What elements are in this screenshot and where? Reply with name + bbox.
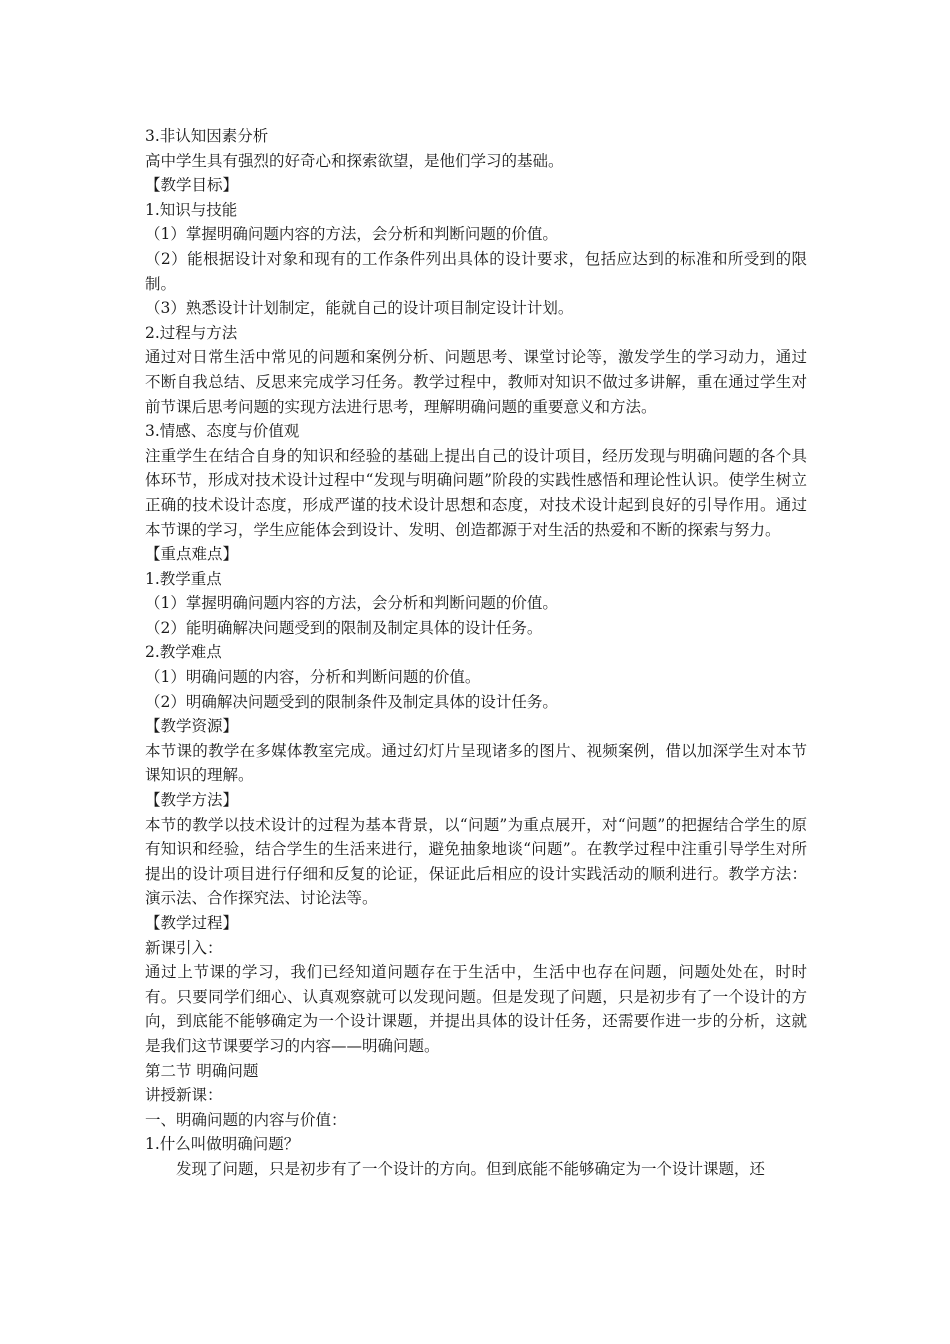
list-item-goal-2: （2）能根据设计对象和现有的工作条件列出具体的设计要求，包括应达到的标准和所受到的限制。 bbox=[145, 249, 807, 293]
section-heading-key-difficult-points: 【重点难点】 bbox=[145, 545, 239, 564]
paragraph-teaching-methods: 本节的教学以技术设计的过程为基本背景，以“问题”为重点展开，对“问题”的把握结合学生的原有知识和经验，结合学生的生活来进行，避免抽象地谈“问题”。在教学过程中注重引导学生对所提出的设计项目进行仔细和反复的论证，保证此后相应的设计实践活动的顺利进行。教学方法：演示法、合作探究法、讨论法等。 bbox=[145, 815, 807, 908]
list-item-goal-1: （1）掌握明确问题内容的方法，会分析和判断问题的价值。 bbox=[145, 225, 558, 244]
question-what-is-define-problem: 1.什么叫做明确问题？ bbox=[145, 1135, 300, 1154]
section-heading-teaching-goals: 【教学目标】 bbox=[145, 176, 239, 195]
heading-non-cognitive-analysis: 3.非认知因素分析 bbox=[145, 127, 269, 145]
paragraph-curiosity: 高中学生具有强烈的好奇心和探索欲望，是他们学习的基础。 bbox=[145, 151, 564, 170]
subheading-teaching-difficulty: 2.教学难点 bbox=[145, 643, 222, 662]
list-item-focus-1: （1）掌握明确问题内容的方法，会分析和判断问题的价值。 bbox=[145, 594, 558, 613]
subheading-process-methods: 2.过程与方法 bbox=[145, 323, 238, 342]
subheading-new-lesson: 讲授新课： bbox=[145, 1086, 223, 1105]
document-body bbox=[145, 124, 807, 1182]
paragraph-emotion-values: 注重学生在结合自身的知识和经验的基础上提出自己的设计项目，经历发现与明确问题的各个具体环节，形成对技术设计过程中“发现与明确问题”阶段的实践性感悟和理论性认识。使学生树立正确的技术设计态度，形成严谨的技术设计思想和态度，对技术设计起到良好的引导作用。通过本节课的学习，学生应能体会到设计、发明、创造都源于对生活的热爱和不断的探索与努力。 bbox=[145, 446, 807, 539]
paragraph-lesson-intro: 通过上节课的学习，我们已经知道问题存在于生活中，生活中也存在问题，问题处处在，时时有。只要同学们细心、认真观察就可以发现问题。但是发现了问题，只是初步有了一个设计的方向，到底能不能够确定为一个设计课题，并提出具体的设计任务，还需要作进一步的分析，这就是我们这节课要学习的内容——明确问题。 bbox=[145, 963, 807, 1055]
section-heading-teaching-methods: 【教学方法】 bbox=[145, 791, 239, 810]
list-item-difficulty-2: （2）明确解决问题受到的限制条件及制定具体的设计任务。 bbox=[145, 692, 558, 711]
section-heading-teaching-resources: 【教学资源】 bbox=[145, 717, 239, 736]
section-heading-teaching-process: 【教学过程】 bbox=[145, 914, 239, 932]
subheading-knowledge-skills: 1.知识与技能 bbox=[145, 200, 238, 219]
subheading-teaching-focus: 1.教学重点 bbox=[145, 569, 222, 588]
paragraph-process-methods: 通过对日常生活中常见的问题和案例分析、问题思考、课堂讨论等，激发学生的学习动力，通过不断自我总结、反思来完成学习任务。教学过程中，教师对知识不做过多讲解，重在通过学生对前节课后思考问题的实现方法进行思考，理解明确问题的重要意义和方法。 bbox=[145, 348, 807, 416]
paragraph-teaching-resources: 本节课的教学在多媒体教室完成。通过幻灯片呈现诸多的图片、视频案例，借以加深学生对本节课知识的理解。 bbox=[145, 741, 807, 785]
section-title-define-problem: 第二节 明确问题 bbox=[145, 1061, 259, 1080]
paragraph-define-problem-start: 发现了问题，只是初步有了一个设计的方向。但到底能不能够确定为一个设计课题，还 bbox=[176, 1159, 766, 1178]
subheading-emotion-values: 3.情感、态度与价值观 bbox=[145, 422, 300, 441]
list-item-difficulty-1: （1）明确问题的内容，分析和判断问题的价值。 bbox=[145, 668, 481, 687]
list-item-goal-3: （3）熟悉设计计划制定，能就自己的设计项目制定设计计划。 bbox=[145, 299, 574, 318]
subheading-lesson-intro: 新课引入： bbox=[145, 938, 223, 957]
subheading-content-value: 一、明确问题的内容与价值： bbox=[145, 1110, 347, 1129]
list-item-focus-2: （2）能明确解决问题受到的限制及制定具体的设计任务。 bbox=[145, 618, 543, 637]
